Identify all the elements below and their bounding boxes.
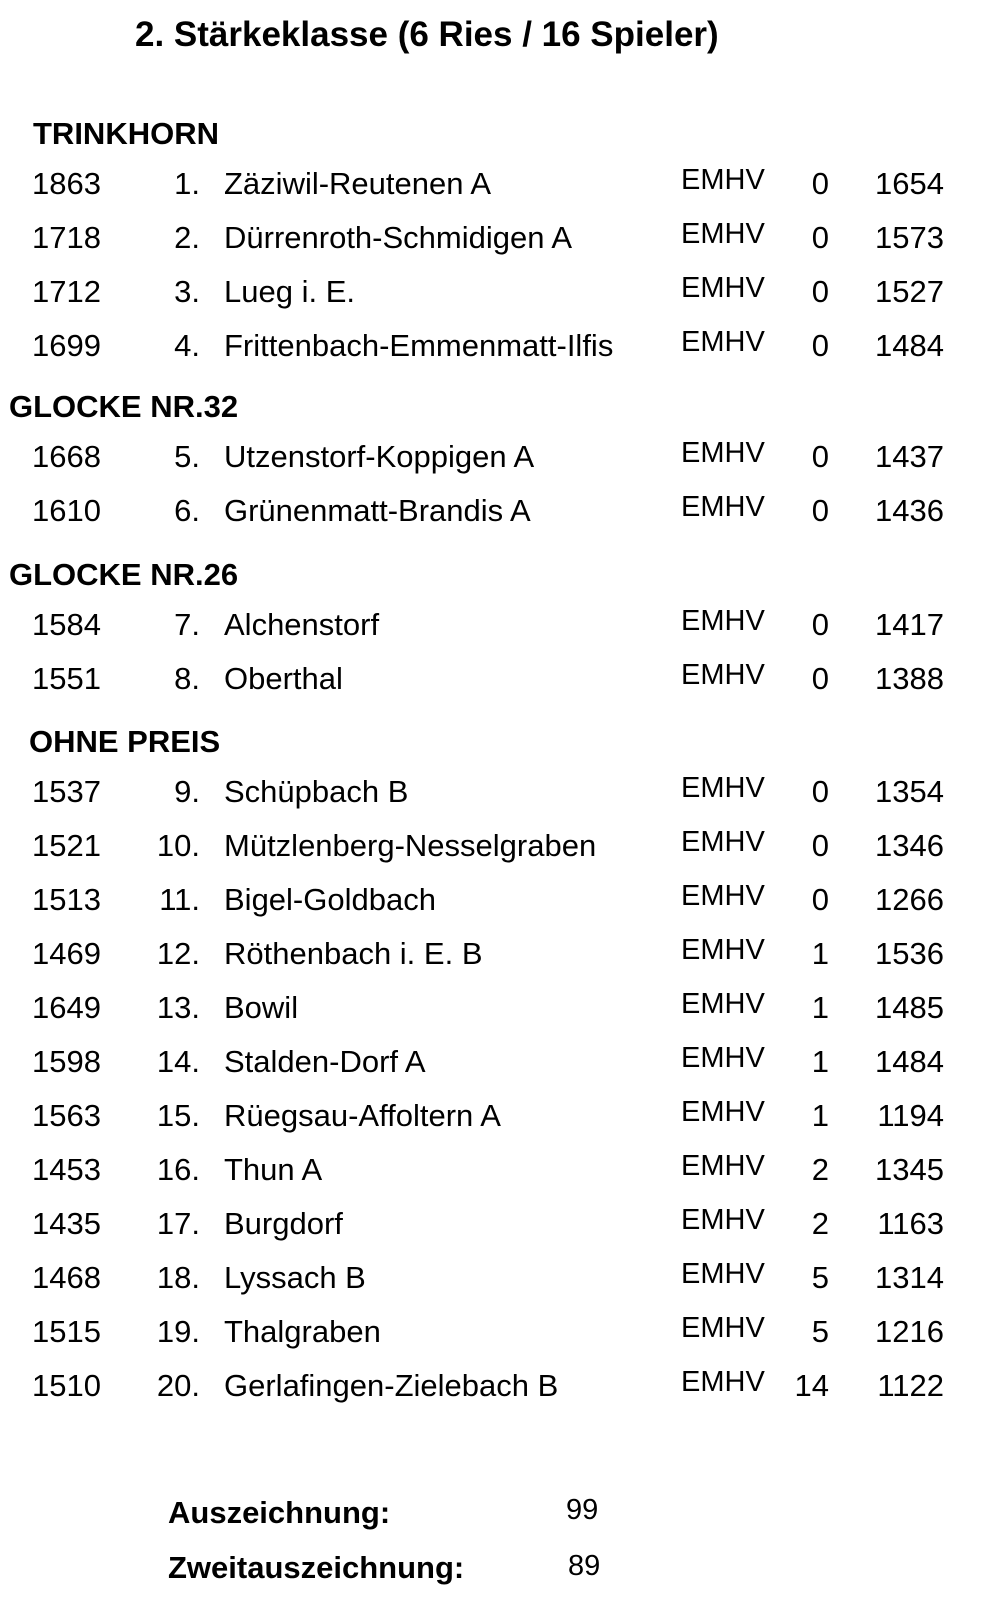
count-value: 1 <box>811 936 829 971</box>
team-name: Schüpbach B <box>224 774 409 809</box>
count-value: 5 <box>811 1260 829 1295</box>
rank-value: 17. <box>156 1206 200 1241</box>
points-value: 1598 <box>32 1044 101 1079</box>
association-label: EMHV <box>681 1258 765 1290</box>
rank-value: 14. <box>156 1044 200 1079</box>
association-label: EMHV <box>681 934 765 966</box>
count-value: 0 <box>811 607 829 642</box>
association-label: EMHV <box>681 826 765 858</box>
points-value: 1863 <box>32 166 101 201</box>
ranking-row <box>0 598 996 652</box>
count-value: 2 <box>811 1206 829 1241</box>
rank-value: 12. <box>156 936 200 971</box>
ranking-row <box>0 765 996 819</box>
page-title: 2. Stärkeklasse (6 Ries / 16 Spieler) <box>135 15 719 54</box>
rank-value: 19. <box>156 1314 200 1349</box>
count-value: 0 <box>811 220 829 255</box>
association-label: EMHV <box>681 272 765 304</box>
ranking-row <box>0 1305 996 1359</box>
points-value: 1718 <box>32 220 101 255</box>
points-value: 1563 <box>32 1098 101 1133</box>
association-label: EMHV <box>681 164 765 196</box>
count-value: 0 <box>811 274 829 309</box>
team-name: Bigel-Goldbach <box>224 882 436 917</box>
count-value: 0 <box>811 493 829 528</box>
association-label: EMHV <box>681 1150 765 1182</box>
score-value: 1654 <box>875 166 944 201</box>
points-value: 1469 <box>32 936 101 971</box>
score-value: 1194 <box>877 1098 944 1133</box>
count-value: 5 <box>811 1314 829 1349</box>
score-value: 1346 <box>875 828 944 863</box>
score-value: 1484 <box>875 1044 944 1079</box>
ranking-row <box>0 819 996 873</box>
points-value: 1515 <box>32 1314 101 1349</box>
rank-value: 20. <box>156 1368 200 1403</box>
section-header-trinkhorn: TRINKHORN <box>33 116 219 151</box>
rank-value: 13. <box>156 990 200 1025</box>
association-label: EMHV <box>681 437 765 469</box>
rank-value: 18. <box>156 1260 200 1295</box>
points-value: 1584 <box>32 607 101 642</box>
rank-value: 8. <box>174 661 200 696</box>
score-value: 1216 <box>875 1314 944 1349</box>
score-value: 1388 <box>875 661 944 696</box>
count-value: 0 <box>811 774 829 809</box>
rank-value: 3. <box>174 274 200 309</box>
points-value: 1510 <box>32 1368 101 1403</box>
association-label: EMHV <box>681 218 765 250</box>
ranking-row <box>0 319 996 373</box>
section-header-ohne-preis: OHNE PREIS <box>29 724 221 759</box>
points-value: 1712 <box>32 274 101 309</box>
team-name: Alchenstorf <box>224 607 380 642</box>
ranking-row <box>0 157 996 211</box>
count-value: 0 <box>811 882 829 917</box>
second-award-label: Zweitauszeichnung: <box>168 1550 465 1585</box>
association-label: EMHV <box>681 1312 765 1344</box>
ranking-row <box>0 981 996 1035</box>
rank-value: 9. <box>174 774 200 809</box>
association-label: EMHV <box>681 880 765 912</box>
association-label: EMHV <box>681 659 765 691</box>
team-name: Oberthal <box>224 661 343 696</box>
team-name: Bowil <box>224 990 299 1025</box>
team-name: Lyssach B <box>224 1260 366 1295</box>
count-value: 0 <box>811 828 829 863</box>
ranking-row <box>0 1251 996 1305</box>
count-value: 0 <box>811 439 829 474</box>
points-value: 1649 <box>32 990 101 1025</box>
team-name: Dürrenroth-Schmidigen A <box>224 220 573 255</box>
rank-value: 15. <box>156 1098 200 1133</box>
team-name: Stalden-Dorf A <box>224 1044 426 1079</box>
score-value: 1266 <box>875 882 944 917</box>
team-name: Frittenbach-Emmenmatt-Ilfis <box>224 328 614 363</box>
count-value: 14 <box>794 1368 829 1403</box>
ranking-row <box>0 265 996 319</box>
team-name: Gerlafingen-Zielebach B <box>224 1368 559 1403</box>
points-value: 1610 <box>32 493 101 528</box>
rank-value: 1. <box>174 166 200 201</box>
rank-value: 7. <box>174 607 200 642</box>
score-value: 1573 <box>875 220 944 255</box>
section-header-glocke-32: GLOCKE NR.32 <box>9 389 239 424</box>
score-value: 1436 <box>875 493 944 528</box>
rank-value: 4. <box>174 328 200 363</box>
count-value: 0 <box>811 328 829 363</box>
rank-value: 11. <box>159 882 200 917</box>
count-value: 0 <box>811 661 829 696</box>
association-label: EMHV <box>681 605 765 637</box>
rank-value: 10. <box>156 828 200 863</box>
score-value: 1417 <box>875 607 944 642</box>
points-value: 1435 <box>32 1206 101 1241</box>
association-label: EMHV <box>681 326 765 358</box>
association-label: EMHV <box>681 1204 765 1236</box>
association-label: EMHV <box>681 1096 765 1128</box>
rank-value: 16. <box>156 1152 200 1187</box>
score-value: 1536 <box>875 936 944 971</box>
section-header-glocke-26: GLOCKE NR.26 <box>9 557 239 592</box>
points-value: 1453 <box>32 1152 101 1187</box>
points-value: 1668 <box>32 439 101 474</box>
association-label: EMHV <box>681 1366 765 1398</box>
ranking-row <box>0 1197 996 1251</box>
ranking-row <box>0 484 996 538</box>
association-label: EMHV <box>681 772 765 804</box>
team-name: Grünenmatt-Brandis A <box>224 493 531 528</box>
ranking-row <box>0 1035 996 1089</box>
count-value: 2 <box>811 1152 829 1187</box>
score-value: 1484 <box>875 328 944 363</box>
score-value: 1437 <box>875 439 944 474</box>
team-name: Utzenstorf-Koppigen A <box>224 439 535 474</box>
score-value: 1527 <box>875 274 944 309</box>
ranking-row <box>0 211 996 265</box>
count-value: 1 <box>811 1098 829 1133</box>
ranking-row <box>0 1359 996 1413</box>
rank-value: 2. <box>174 220 200 255</box>
score-value: 1163 <box>877 1206 944 1241</box>
ranking-row <box>0 927 996 981</box>
points-value: 1699 <box>32 328 101 363</box>
ranking-row <box>0 652 996 706</box>
rank-value: 6. <box>174 493 200 528</box>
team-name: Mützlenberg-Nesselgraben <box>224 828 597 863</box>
points-value: 1537 <box>32 774 101 809</box>
team-name: Zäziwil-Reutenen A <box>224 166 492 201</box>
second-award-value: 89 <box>568 1550 601 1582</box>
rank-value: 5. <box>174 439 200 474</box>
score-value: 1122 <box>877 1368 944 1403</box>
points-value: 1468 <box>32 1260 101 1295</box>
award-value: 99 <box>566 1494 599 1526</box>
score-value: 1345 <box>875 1152 944 1187</box>
association-label: EMHV <box>681 491 765 523</box>
award-label: Auszeichnung: <box>168 1495 391 1530</box>
score-value: 1354 <box>875 774 944 809</box>
points-value: 1551 <box>32 661 101 696</box>
team-name: Thalgraben <box>224 1314 381 1349</box>
ranking-row <box>0 1089 996 1143</box>
association-label: EMHV <box>681 988 765 1020</box>
ranking-row <box>0 430 996 484</box>
ranking-row <box>0 873 996 927</box>
association-label: EMHV <box>681 1042 765 1074</box>
team-name: Rüegsau-Affoltern A <box>224 1098 501 1133</box>
score-value: 1314 <box>875 1260 944 1295</box>
count-value: 1 <box>811 1044 829 1079</box>
count-value: 0 <box>811 166 829 201</box>
ranking-row <box>0 1143 996 1197</box>
count-value: 1 <box>811 990 829 1025</box>
score-value: 1485 <box>875 990 944 1025</box>
team-name: Röthenbach i. E. B <box>224 936 483 971</box>
team-name: Thun A <box>224 1152 323 1187</box>
points-value: 1513 <box>32 882 101 917</box>
team-name: Burgdorf <box>224 1206 343 1241</box>
team-name: Lueg i. E. <box>224 274 355 309</box>
points-value: 1521 <box>32 828 101 863</box>
